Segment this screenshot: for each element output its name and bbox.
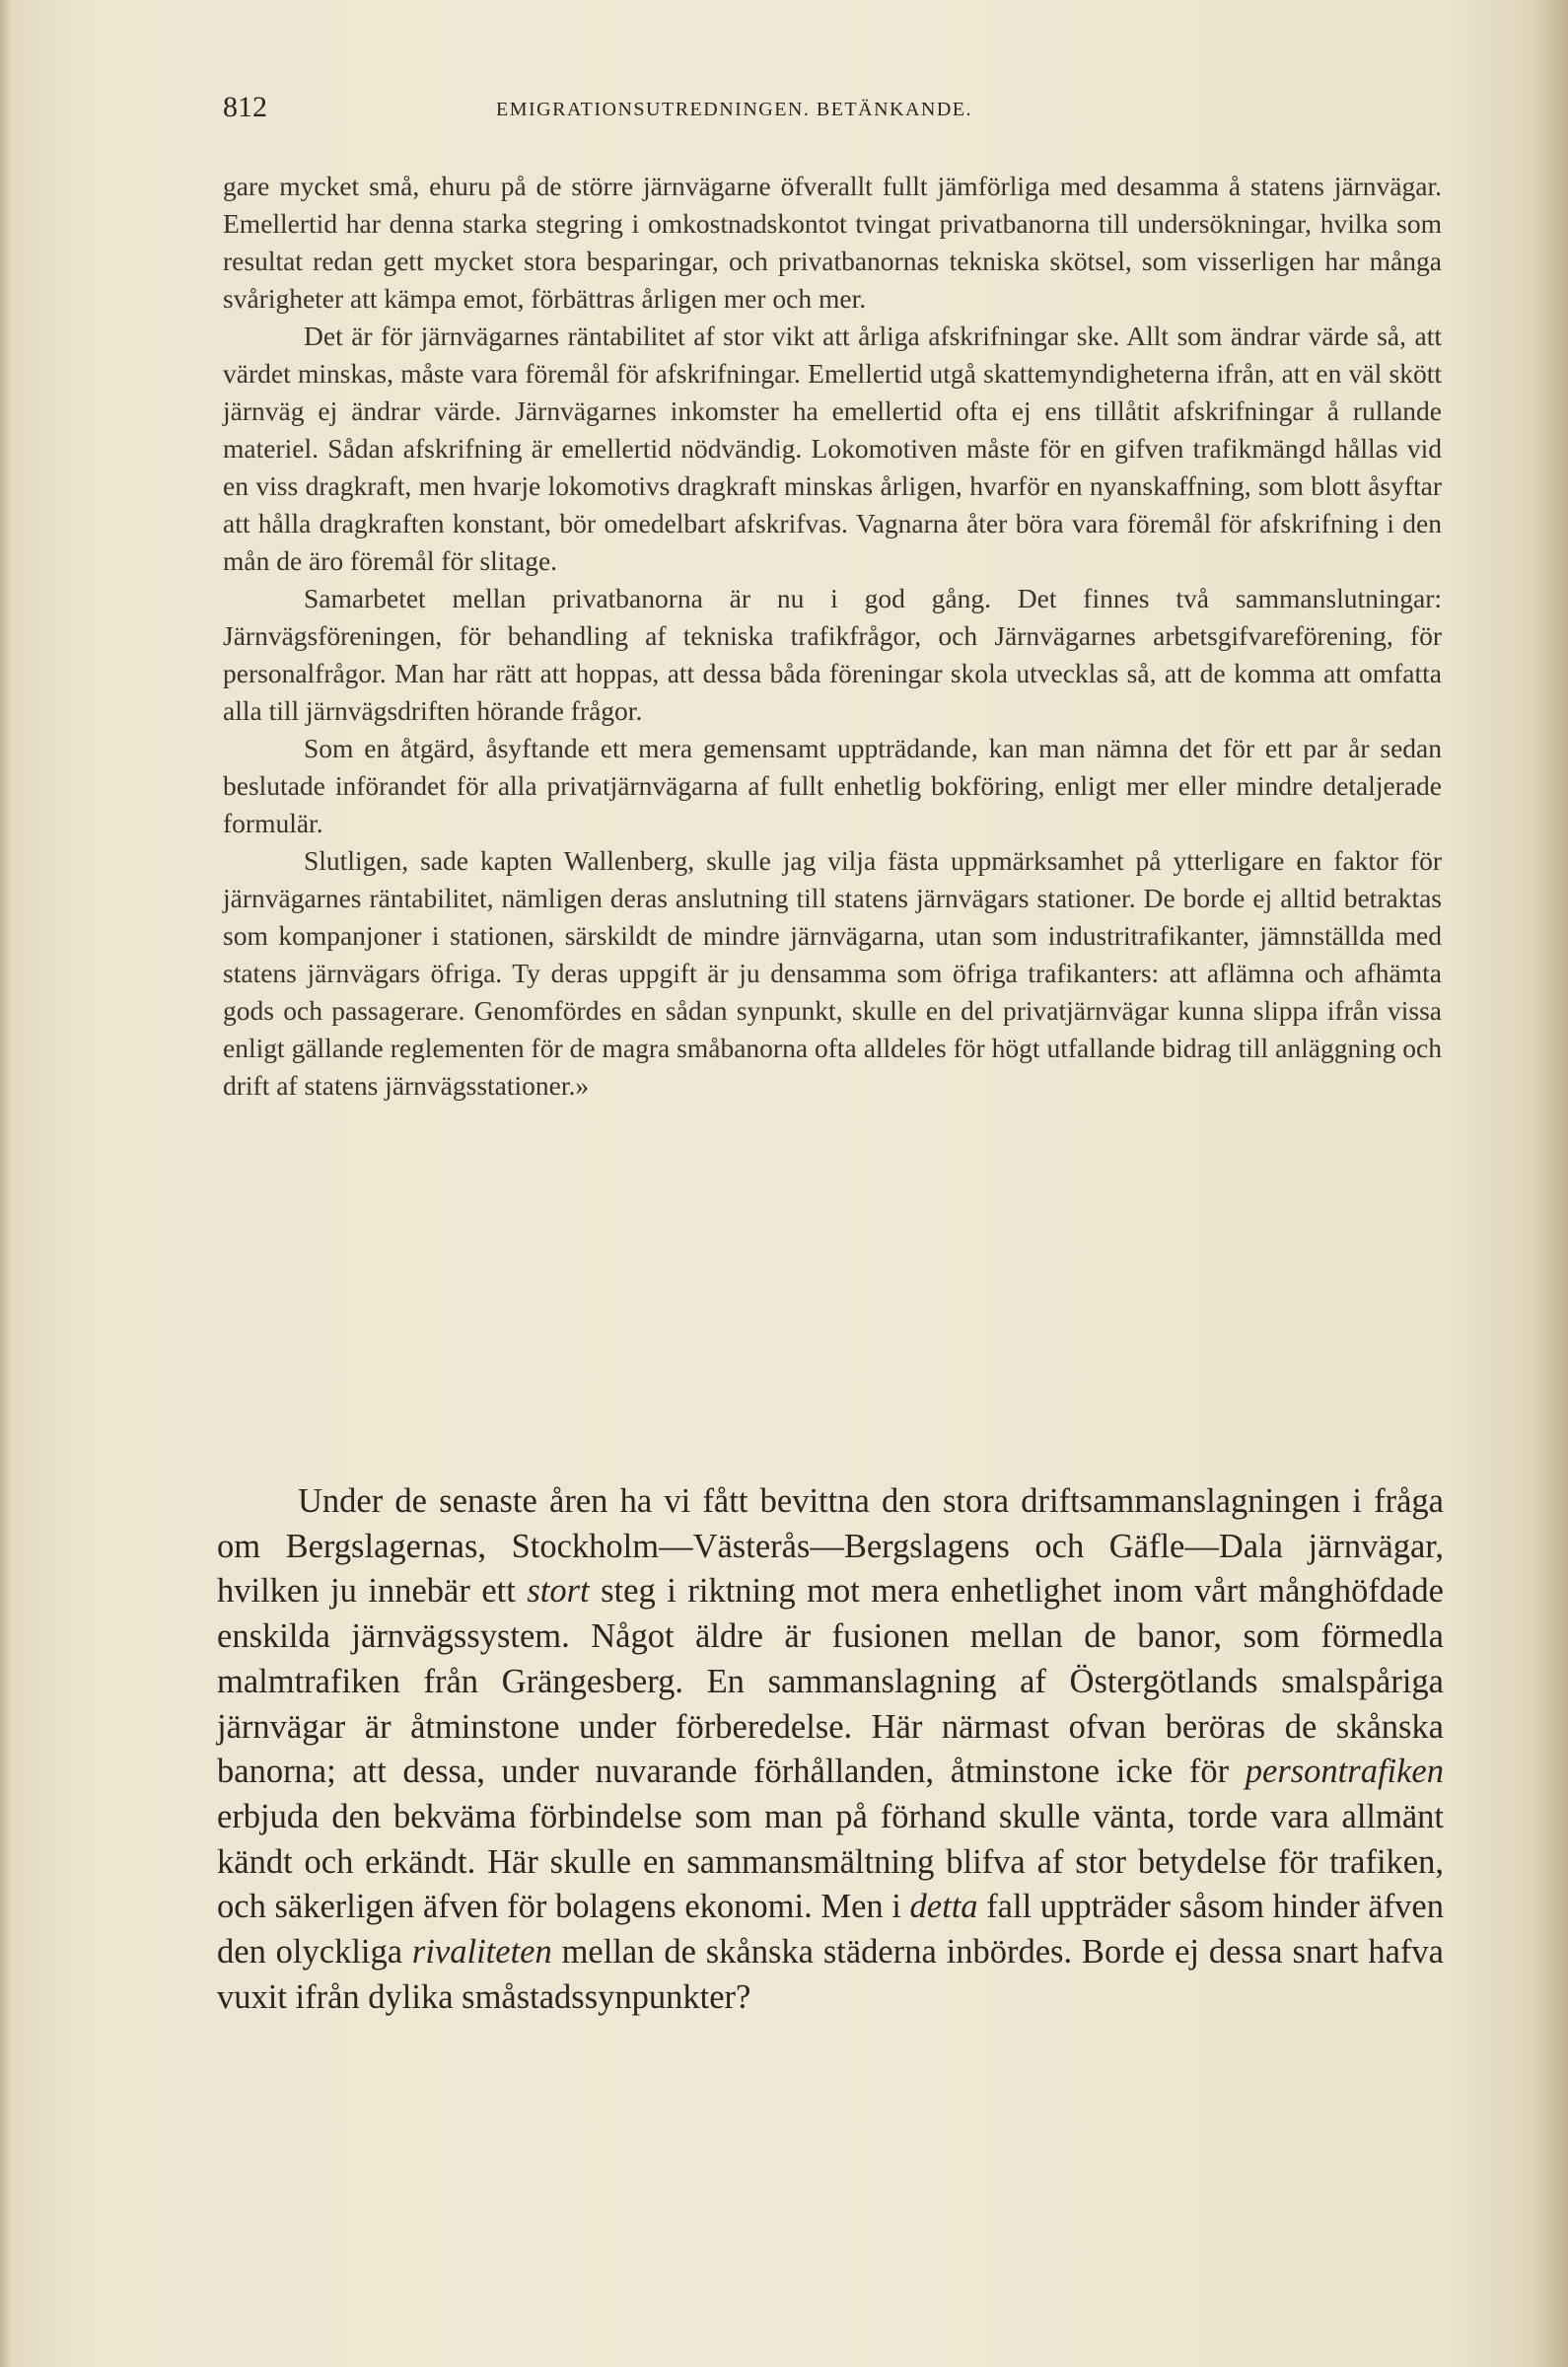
main-text-5: mellan de skånska städerna inbördes. Borde ej dessa snart hafva vuxit ifrån dylika småstadssynpunkter? xyxy=(217,1933,1444,2016)
quoted-paragraph-5: Slutligen, sade kapten Wallenberg, skulle jag vilja fästa uppmärksamhet på ytterligare en faktor för järnvägarnes räntabilitet, nämligen deras anslutning till statens järnvägars stationer. De borde ej alltid betraktas som kompanjoner i stationen, särskildt de mindre järnvägarna, utan som industritrafikanter, jämnställda med statens järnvägars öfriga. Ty deras uppgift är ju densamma som öfriga trafikanters: att aflämna och afhämta gods och passagerare. Genomfördes en sådan synpunkt, skulle en del privatjärnvägar kunna slippa ifrån vissa enligt gällande reglementen för de magra småbanorna ofta alldeles för högt utfallande bidrag till anläggning och drift af statens järnvägsstationer.» xyxy=(223,845,1442,1101)
running-title: EMIGRATIONSUTREDNINGEN. BETÄNKANDE. xyxy=(496,99,973,120)
page-header xyxy=(223,91,1446,130)
page-left-shadow xyxy=(0,0,12,2367)
main-text-1: Under de senaste åren ha vi fått bevittna den stora driftsammanslagningen i fråga om Bergslagernas, Stockholm—Västerås—Bergslagens och Gäfle—Dala järnvägar, hvilken ju innebär ett xyxy=(217,1482,1444,1611)
page-right-edge xyxy=(1532,0,1568,2367)
quoted-paragraph-2: Det är för järnvägarnes räntabilitet af stor vikt att årliga afskrifningar ske. Allt som ändrar värde så, att värdet minskas, måste vara föremål för afskrifningar. Emellertid utgå skattemyndigheterna ifrån, att en väl skött järnväg ej ändrar värde. Järnvägarnes inkomster ha emellertid ofta ej ens tillåtit afskrifningar å rullande materiel. Sådan afskrifning är emellertid nödvändig. Lokomotiven måste för en gifven trafikmängd hållas vid en viss dragkraft, men hvarje lokomotivs dragkraft minskas årligen, hvarför en nyanskaffning, som blott åsyftar att hålla dragkraften konstant, bör omedelbart afskrifvas. Vagnarna åter böra vara föremål för afskrifning i den mån de äro föremål för slitage. xyxy=(223,321,1442,576)
main-text-2: steg i riktning mot mera enhetlighet inom vårt månghöfdade enskilda järnvägssystem. Något äldre är fusionen mellan de banor, som förmedla malmtrafiken från Grängesberg. En sammanslagning af Östergötlands smalspåriga järnvägar är åtminstone under förberedelse. Här närmast ofvan beröras de skånska banorna; att dessa, under nuvarande förhållanden, åtminstone icke för xyxy=(217,1572,1444,1791)
page-number: 812 xyxy=(223,91,267,123)
emphasis-detta: detta xyxy=(909,1888,978,1926)
emphasis-rivaliteten: rivaliteten xyxy=(411,1933,552,1972)
main-paragraph xyxy=(217,1479,1444,2020)
main-text-4: fall uppträder såsom hinder äfven den olyckliga xyxy=(217,1888,1444,1972)
quoted-paragraph-3: Samarbetet mellan privatbanorna är nu i god gång. Det finnes två sammanslutningar: Järnvägsföreningen, för behandling af tekniska trafikfrågor, och Järnvägarnes arbetsgifvareförening, för personalfrågor. Man har rätt att hoppas, att dessa båda föreningar skola utvecklas så, att de komma att omfatta alla till järnvägsdriften hörande frågor. xyxy=(223,583,1442,726)
main-section xyxy=(217,1479,1444,2020)
quoted-section xyxy=(223,168,1442,1105)
quoted-paragraph-1: gare mycket små, ehuru på de större järnvägarne öfverallt fullt jämförliga med desamma å statens järnvägar. Emellertid har denna starka stegring i omkostnadskontot tvingat privatbanorna till undersökningar, hvilka som resultat redan gett mycket stora besparingar, och privatbanornas tekniska skötsel, som visserligen har många svårigheter att kämpa emot, förbättras årligen mer och mer. xyxy=(223,171,1442,314)
quoted-paragraph-4: Som en åtgärd, åsyftande ett mera gemensamt uppträdande, kan man nämna det för ett par år sedan beslutade införandet för alla privatjärnvägarna af fullt enhetlig bokföring, enligt mer eller mindre detaljerade formulär. xyxy=(223,733,1442,838)
emphasis-persontrafiken: persontrafiken xyxy=(1245,1753,1444,1791)
main-text-3: erbjuda den bekväma förbindelse som man på förhand skulle vänta, torde vara allmänt kändt och erkändt. Här skulle en sammansmältning blifva af stor betydelse för trafiken, och säkerligen äfven för bolagens ekonomi. Men i xyxy=(217,1797,1444,1926)
emphasis-stort: stort xyxy=(527,1572,590,1611)
